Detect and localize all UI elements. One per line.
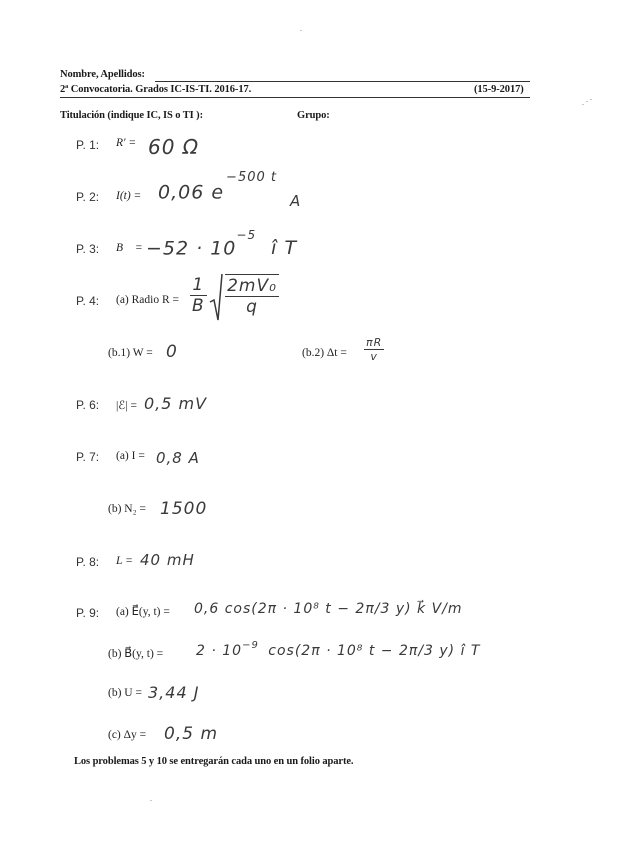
p9-label: P. 9: (76, 606, 100, 620)
p9a-answer: 0,6 cos(2π · 10⁸ t − 2π/3 y) k⃗ V/m (194, 601, 463, 617)
p4-sqrt-den: q (246, 297, 258, 317)
convocatoria-title: 2ª Convocatoria. Grados IC-IS-TI. 2016-17. (60, 84, 252, 95)
p9d-answer: 0,5 m (164, 724, 218, 744)
scan-speck (582, 104, 584, 105)
p9b-value: 2 · 10 (196, 643, 243, 659)
scan-speck (586, 101, 588, 102)
p9c-answer: 3,44 J (148, 683, 200, 702)
p4-frac-den: B (192, 296, 205, 316)
p8-answer: 40 mH (140, 551, 195, 569)
p4-sqrt-num: 2mV₀ (227, 276, 277, 296)
p3-exponent: −5 (236, 228, 257, 242)
titulacion-label: Titulación (indique IC, IS o TI ): (60, 110, 203, 121)
p6-expression: |ℰ| = (116, 400, 137, 412)
p4b2-frac-den: v (370, 350, 378, 363)
p9b-value2: cos(2π · 10⁸ t − 2π/3 y) î T (268, 643, 481, 659)
p1-answer: 60 Ω (148, 135, 200, 159)
p7b-expression: (b) N₂ = (108, 503, 146, 515)
p8-expression: L = (116, 555, 133, 567)
p9b-exponent: −9 (242, 640, 259, 651)
p3-expression: B⃗ = (116, 242, 143, 254)
p7a-expression: (a) I = (116, 450, 145, 462)
p4-answer (190, 274, 279, 317)
p2-exponent: −500 t (226, 170, 277, 185)
p4-label: P. 4: (76, 294, 100, 308)
p7a-answer: 0,8 A (156, 449, 200, 467)
sqrt-symbol-icon (209, 272, 223, 322)
scan-speck (590, 99, 592, 100)
p3-label: P. 3: (76, 242, 100, 256)
p2-label: P. 2: (76, 190, 100, 204)
p9c-expression: (b) U = (108, 687, 142, 699)
p4b2-fraction (364, 336, 384, 363)
p4-frac-num: 1 (190, 275, 207, 296)
p4b2-expression: (b.2) Δt = (302, 347, 347, 359)
p6-answer: 0,5 mV (144, 394, 208, 413)
name-line (155, 81, 530, 82)
p2-answer (158, 170, 302, 211)
p1-expression: R′ = (116, 137, 137, 149)
p2-unit: A (290, 192, 302, 211)
p1-label: P. 1: (76, 138, 100, 152)
name-label: Nombre, Apellidos: (60, 69, 145, 80)
p4b1-expression: (b.1) W = (108, 347, 153, 359)
p3-unit: î T (271, 237, 298, 260)
scan-speck (300, 30, 302, 31)
footer-note: Los problemas 5 y 10 se entregarán cada uno en un folio aparte. (74, 756, 354, 767)
p7-label: P. 7: (76, 450, 100, 464)
p2-expression: I(t) = (116, 190, 142, 202)
p9d-expression: (c) Δy = (108, 729, 147, 741)
scan-speck (150, 800, 152, 801)
p8-label: P. 8: (76, 555, 100, 569)
p7b-answer: 1500 (160, 499, 208, 519)
header-rule (60, 97, 530, 98)
exam-date: (15-9-2017) (474, 84, 524, 95)
p4-fraction (190, 275, 207, 316)
p4-expression: (a) Radio R = (116, 294, 180, 306)
grupo-label: Grupo: (297, 110, 330, 121)
p6-label: P. 6: (76, 398, 100, 412)
p9a-expression: (a) E⃗(y, t) = (116, 606, 170, 618)
p3-value: −52 · 10 (146, 237, 237, 260)
p4-sqrt (213, 274, 279, 317)
p4b2-frac-num: πR (366, 336, 383, 349)
p9b-expression: (b) B⃗(y, t) = (108, 648, 164, 660)
p3-answer (146, 228, 298, 260)
p2-value: 0,06 e (158, 181, 225, 204)
p4b2-answer (364, 336, 384, 363)
p9b-answer (196, 640, 481, 659)
p4b1-answer: 0 (166, 342, 178, 362)
